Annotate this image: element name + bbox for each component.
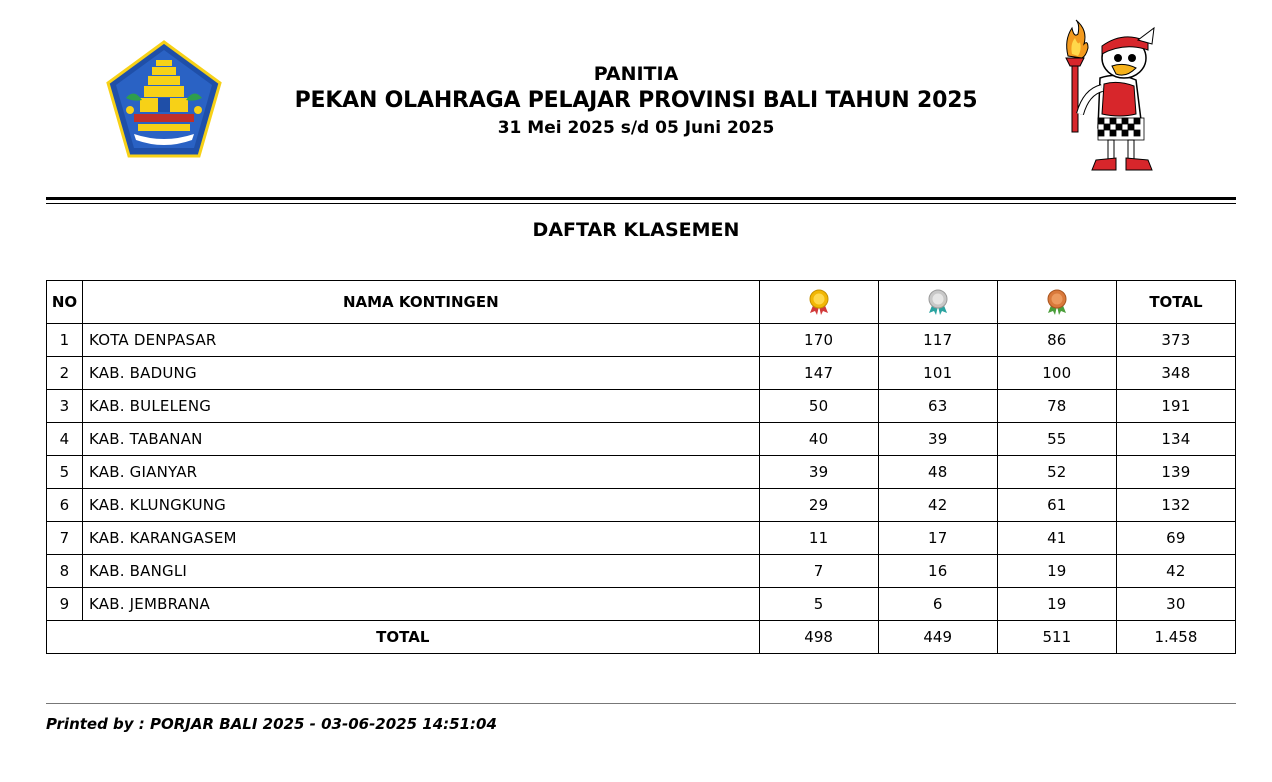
total-bronze: 511 bbox=[997, 621, 1116, 654]
row-no: 1 bbox=[47, 324, 83, 357]
event-title: PEKAN OLAHRAGA PELAJAR PROVINSI BALI TAHUN 2025 bbox=[294, 88, 978, 113]
row-contingent-name: KAB. BULELENG bbox=[83, 390, 760, 423]
row-gold: 5 bbox=[759, 588, 878, 621]
table-row bbox=[47, 489, 1236, 522]
row-no: 2 bbox=[47, 357, 83, 390]
silver-medal-icon bbox=[927, 289, 949, 315]
table-row bbox=[47, 357, 1236, 390]
total-all-medals: 1.458 bbox=[1116, 621, 1235, 654]
table-header-row bbox=[47, 281, 1236, 324]
row-silver: 6 bbox=[878, 588, 997, 621]
row-no: 7 bbox=[47, 522, 83, 555]
column-header-name: NAMA KONTINGEN bbox=[83, 281, 760, 324]
row-silver: 63 bbox=[878, 390, 997, 423]
event-date-range: 31 Mei 2025 s/d 05 Juni 2025 bbox=[497, 118, 775, 138]
row-bronze: 61 bbox=[997, 489, 1116, 522]
row-silver: 117 bbox=[878, 324, 997, 357]
row-silver: 39 bbox=[878, 423, 997, 456]
row-no: 9 bbox=[47, 588, 83, 621]
row-contingent-name: KAB. KLUNGKUNG bbox=[83, 489, 760, 522]
header-divider-thick bbox=[46, 197, 1236, 200]
row-contingent-name: KOTA DENPASAR bbox=[83, 324, 760, 357]
row-total: 42 bbox=[1116, 555, 1235, 588]
row-contingent-name: KAB. JEMBRANA bbox=[83, 588, 760, 621]
row-contingent-name: KAB. KARANGASEM bbox=[83, 522, 760, 555]
row-gold: 40 bbox=[759, 423, 878, 456]
column-header-total: TOTAL bbox=[1116, 281, 1235, 324]
total-gold: 498 bbox=[759, 621, 878, 654]
row-no: 5 bbox=[47, 456, 83, 489]
row-bronze: 19 bbox=[997, 555, 1116, 588]
table-total-row bbox=[47, 621, 1236, 654]
row-total: 134 bbox=[1116, 423, 1235, 456]
row-silver: 101 bbox=[878, 357, 997, 390]
row-total: 373 bbox=[1116, 324, 1235, 357]
table-row bbox=[47, 390, 1236, 423]
column-header-silver bbox=[878, 281, 997, 324]
row-bronze: 55 bbox=[997, 423, 1116, 456]
row-gold: 29 bbox=[759, 489, 878, 522]
row-total: 139 bbox=[1116, 456, 1235, 489]
row-silver: 17 bbox=[878, 522, 997, 555]
row-gold: 11 bbox=[759, 522, 878, 555]
bronze-medal-icon bbox=[1046, 289, 1068, 315]
row-gold: 39 bbox=[759, 456, 878, 489]
table-row bbox=[47, 423, 1236, 456]
row-total: 132 bbox=[1116, 489, 1235, 522]
column-header-no: NO bbox=[47, 281, 83, 324]
total-row-label: TOTAL bbox=[47, 621, 760, 654]
row-total: 191 bbox=[1116, 390, 1235, 423]
row-total: 69 bbox=[1116, 522, 1235, 555]
standings-table bbox=[46, 280, 1236, 654]
row-gold: 7 bbox=[759, 555, 878, 588]
table-row bbox=[47, 456, 1236, 489]
row-gold: 50 bbox=[759, 390, 878, 423]
row-silver: 16 bbox=[878, 555, 997, 588]
row-no: 4 bbox=[47, 423, 83, 456]
row-bronze: 86 bbox=[997, 324, 1116, 357]
row-gold: 170 bbox=[759, 324, 878, 357]
row-gold: 147 bbox=[759, 357, 878, 390]
row-no: 8 bbox=[47, 555, 83, 588]
row-contingent-name: KAB. BANGLI bbox=[83, 555, 760, 588]
table-row bbox=[47, 588, 1236, 621]
row-no: 6 bbox=[47, 489, 83, 522]
page-title: DAFTAR KLASEMEN bbox=[532, 219, 740, 241]
row-contingent-name: KAB. GIANYAR bbox=[83, 456, 760, 489]
row-silver: 42 bbox=[878, 489, 997, 522]
printed-by-footer: Printed by : PORJAR BALI 2025 - 03-06-2025 14:51:04 bbox=[46, 715, 497, 733]
committee-heading: PANITIA bbox=[593, 63, 679, 85]
row-total: 30 bbox=[1116, 588, 1235, 621]
row-total: 348 bbox=[1116, 357, 1235, 390]
column-header-gold bbox=[759, 281, 878, 324]
gold-medal-icon bbox=[808, 289, 830, 315]
header-divider-thin bbox=[46, 203, 1236, 204]
table-row bbox=[47, 522, 1236, 555]
table-row bbox=[47, 555, 1236, 588]
row-bronze: 19 bbox=[997, 588, 1116, 621]
row-contingent-name: KAB. BADUNG bbox=[83, 357, 760, 390]
row-silver: 48 bbox=[878, 456, 997, 489]
table-row bbox=[47, 324, 1236, 357]
row-bronze: 78 bbox=[997, 390, 1116, 423]
row-no: 3 bbox=[47, 390, 83, 423]
row-bronze: 41 bbox=[997, 522, 1116, 555]
footer-divider bbox=[46, 703, 1236, 704]
row-bronze: 52 bbox=[997, 456, 1116, 489]
row-bronze: 100 bbox=[997, 357, 1116, 390]
column-header-bronze bbox=[997, 281, 1116, 324]
row-contingent-name: KAB. TABANAN bbox=[83, 423, 760, 456]
total-silver: 449 bbox=[878, 621, 997, 654]
